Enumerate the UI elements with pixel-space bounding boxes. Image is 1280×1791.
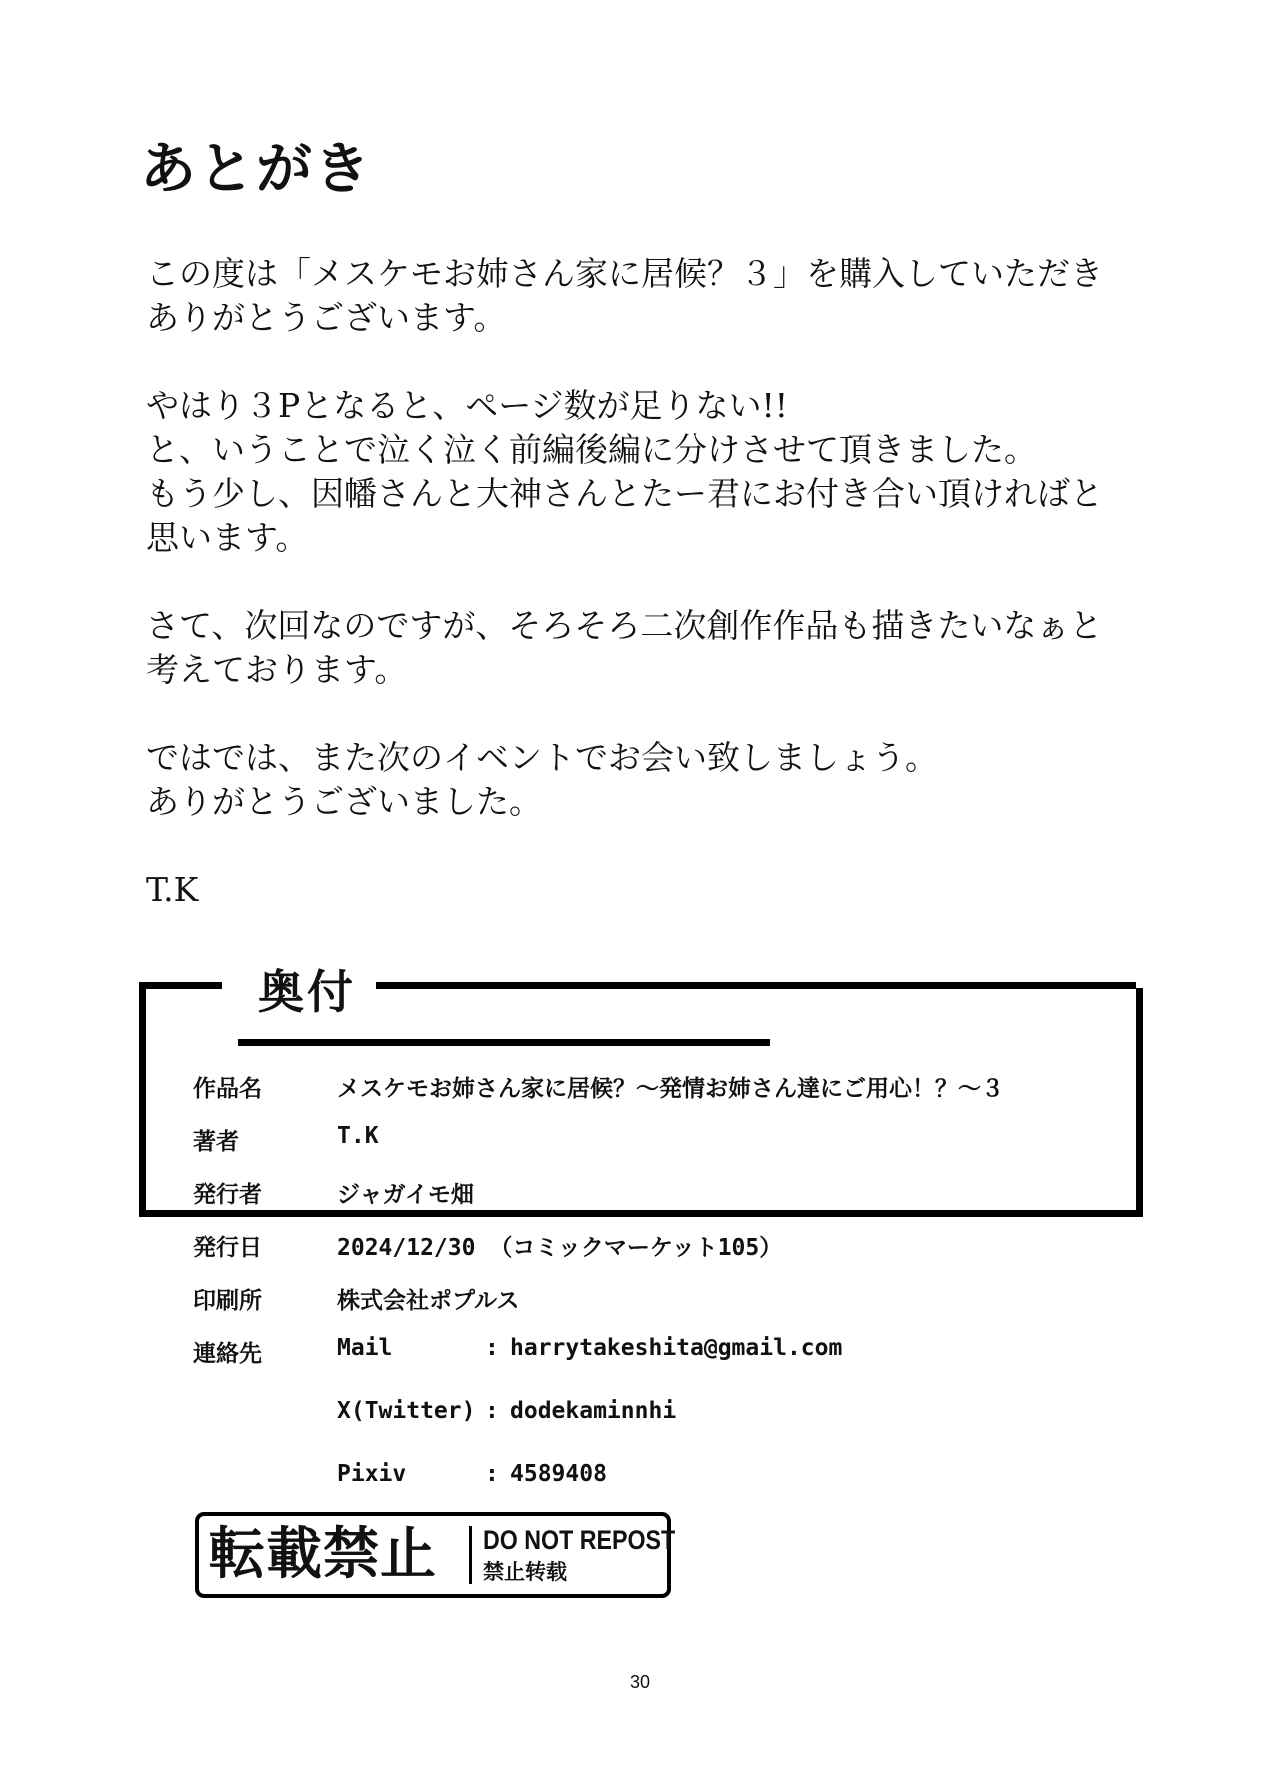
contact-mail-value: harrytakeshita@gmail.com <box>510 1335 843 1361</box>
info-value: メスケモお姉さん家に居候？～発情お姉さん達にご用心！？～３ <box>337 1076 1004 1102</box>
afterword-paragraph <box>146 604 1146 692</box>
contact-separator: : <box>485 1461 499 1487</box>
colophon-title-underline <box>238 1039 770 1046</box>
info-label: 著者 <box>193 1129 239 1155</box>
info-label: 印刷所 <box>193 1288 262 1314</box>
contact-key: Mail <box>337 1335 393 1361</box>
stamp-english-text: DO NOT REPOST <box>483 1525 676 1555</box>
text-line: ありがとうございます。 <box>146 298 507 337</box>
contact-pixiv-value: 4589408 <box>510 1461 607 1487</box>
page-number: 30 <box>629 1672 651 1692</box>
afterword-body <box>146 252 1146 912</box>
text-line: さて、次回なのですが、そろそろ二次創作作品も描きたいなぁと <box>146 606 1103 645</box>
text-line: この度は「メスケモお姉さん家に居候？３」を購入していただき <box>146 254 1103 293</box>
contact-key: Pixiv <box>337 1461 407 1487</box>
info-label: 作品名 <box>193 1076 262 1102</box>
info-label: 発行者 <box>193 1182 262 1208</box>
colophon-box-top-left-border <box>139 982 222 989</box>
afterword-paragraph <box>146 384 1146 560</box>
afterword-paragraph <box>146 252 1146 340</box>
contact-separator: : <box>485 1398 499 1424</box>
info-label: 連絡先 <box>193 1341 262 1367</box>
afterword-paragraph <box>146 736 1146 824</box>
text-line: 思います。 <box>146 518 309 557</box>
colophon-box-top-right-border <box>376 982 1136 989</box>
contact-key: X(Twitter) <box>337 1398 476 1424</box>
text-line: もう少し、因幡さんと大神さんとたー君にお付き合い頂ければと <box>146 474 1103 513</box>
contact-twitter-value: dodekaminnhi <box>510 1398 677 1424</box>
text-line: と、いうことで泣く泣く前編後編に分けさせて頂きました。 <box>146 430 1037 469</box>
info-value: ジャガイモ畑 <box>337 1182 474 1208</box>
text-line: ではでは、また次のイベントでお会い致しましょう。 <box>146 738 938 777</box>
text-line: 考えております。 <box>146 650 408 689</box>
colophon-title: 奥付 <box>258 965 356 1019</box>
afterword-title: あとがき <box>140 137 372 202</box>
stamp-chinese-text: 禁止转载 <box>483 1560 567 1584</box>
info-value: T.K <box>337 1123 379 1149</box>
contact-separator: : <box>485 1335 499 1361</box>
info-label: 発行日 <box>193 1235 262 1261</box>
text-line: やはり３Pとなると、ページ数が足りない!! <box>146 386 789 425</box>
stamp-divider <box>469 1526 472 1584</box>
signature: T.K <box>146 870 199 909</box>
info-value: 2024/12/30 （コミックマーケット105） <box>337 1235 783 1261</box>
info-value: 株式会社ポプルス <box>337 1288 520 1314</box>
stamp-main-text: 転載禁止 <box>209 1522 437 1587</box>
text-line: ありがとうございました。 <box>146 782 542 821</box>
no-repost-stamp <box>195 1512 676 1598</box>
